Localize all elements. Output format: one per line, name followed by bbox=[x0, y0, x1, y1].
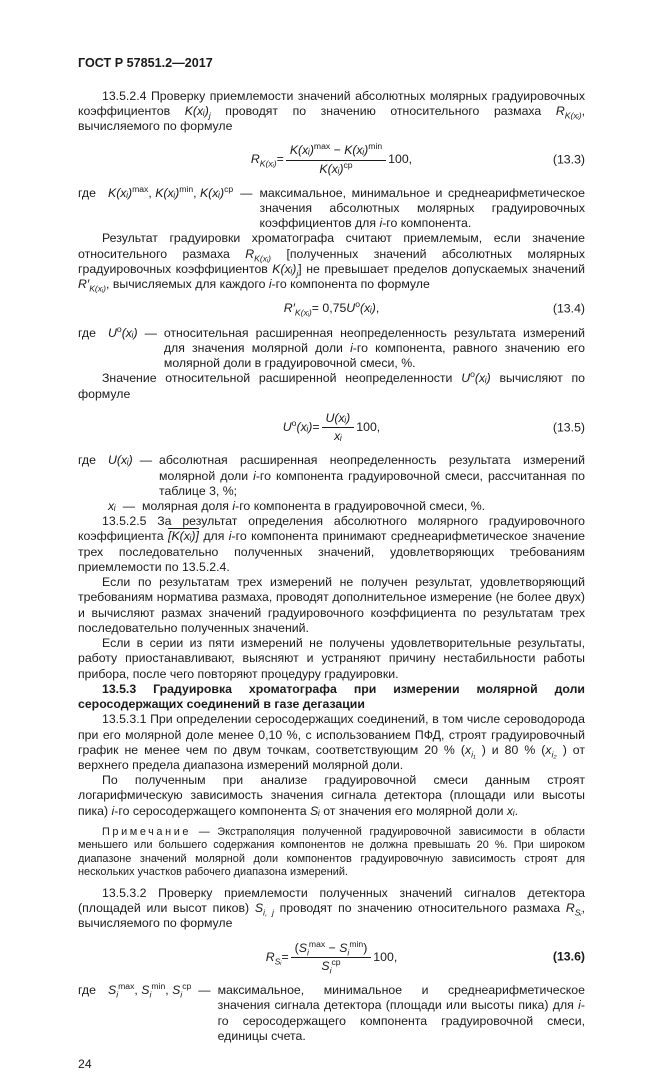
math-expression: Sᵢ bbox=[310, 803, 320, 818]
math-expression: [K(xᵢ)] bbox=[168, 529, 199, 544]
where-dash: — bbox=[144, 325, 157, 340]
where-item bbox=[78, 983, 585, 1044]
math-expression: $U^о$ bbox=[461, 369, 475, 386]
math-expression: $R'_{K(xᵢ)}$ bbox=[78, 277, 107, 294]
math-expression: $S_i^{min}$ bbox=[339, 938, 364, 958]
math-expression: $R_{K(xᵢ)}$ bbox=[250, 152, 277, 169]
where-term bbox=[108, 323, 138, 341]
formula-number: (13.6) bbox=[552, 949, 585, 964]
formula-13-4 bbox=[78, 301, 585, 316]
math-expression: (xᵢ) bbox=[474, 371, 491, 386]
math-expression: K(xᵢ)$^{ср}$ bbox=[319, 159, 353, 176]
heading-13-5-3: 13.5.3 Градуировка хроматографа при измерении молярной доли серосодержащих соединений в газе дегазации bbox=[78, 681, 585, 712]
where-item bbox=[78, 499, 585, 514]
where-term bbox=[108, 453, 133, 468]
formula-number: (13.4) bbox=[552, 301, 585, 316]
formula-number: (13.5) bbox=[552, 419, 585, 434]
math-expression: i bbox=[578, 998, 581, 1013]
where-lead: где bbox=[78, 983, 96, 998]
math-expression: i bbox=[379, 216, 383, 231]
math-expression: K(xᵢ)$^{max}$ bbox=[108, 183, 149, 200]
where-13-6 bbox=[78, 983, 585, 1044]
math-expression: $K(xᵢ)_j$ bbox=[272, 261, 299, 279]
math-expression: $x_{i_1}$ bbox=[464, 742, 476, 760]
math-expression: xᵢ bbox=[334, 429, 342, 444]
where-lead: где bbox=[78, 185, 96, 200]
where-term: K(xᵢ)$^{max}$, K(xᵢ)$^{min}$, K(xᵢ)$^{ср}$ bbox=[108, 183, 234, 200]
formula-13-5 bbox=[78, 411, 585, 444]
paragraph-13-5-2-4: 13.5.2.4 Проверку приемлемости значений абсолютных молярных градуировочных коэффициентов $K(xᵢ)_j$ проводят по значению относительного размаха $R_{K(xᵢ)}$, вычисляемого по формуле bbox=[78, 88, 586, 134]
where-13-5 bbox=[78, 453, 585, 514]
where-definition: максимальное, минимальное и среднеарифметическое значения сигнала детектора (площади или высоты пика) для i-го серосодержащего компонента градуировочной смеси, единицы счета. bbox=[217, 983, 585, 1043]
math-expression: $U^о$ bbox=[282, 417, 297, 434]
math-expression: $U^о$ bbox=[108, 323, 122, 340]
paragraph-13-5-2-5: 13.5.2.5 За результат определения абсолютного молярного градуировочного коэффициента [K(xᵢ)] для i-го компонента принимают среднеарифметическое значение трех последовательно полученных значений, удовлетворяющих требованиям приемлемости по 13.5.2.4. bbox=[78, 514, 586, 574]
math-expression: $S_i^{max}$ bbox=[108, 981, 135, 1000]
where-term: $S_i^{max}$, $S_i^{min}$, $S_i^{ср}$ bbox=[108, 981, 192, 1000]
paragraph-three-measurements: Если по результатам трех измерений не получен результат, удовлетворяющий требованиям норматива размаха, проводят дополнительное измерение (не более двух) и вычисляют размах значений градуировочного коэффициента по результатам трех последовательно полученных значений. bbox=[78, 575, 585, 635]
math-expression: $S_i^{max}$ bbox=[298, 938, 326, 958]
where-definition: максимальное, минимальное и среднеарифметическое значения абсолютных молярных градуировочных коэффициентов для i-го компонента. bbox=[259, 185, 585, 231]
where-item bbox=[78, 323, 585, 372]
math-expression: U(xᵢ) bbox=[108, 453, 133, 468]
formula-body: $R'_{K(xᵢ)}$ = 0,75 $U^о$ (xᵢ) , bbox=[283, 299, 380, 318]
math-expression: K(xᵢ)$^{ср}$ bbox=[199, 183, 234, 200]
document-header: ГОСТ Р 57851.2—2017 bbox=[78, 56, 213, 70]
paragraph-13-5-3-1: 13.5.3.1 При определении серосодержащих соединений, в том числе сероводорода при его молярной доле менее 0,10 %, с использованием ПФД, строят градуировочный график не менее чем по двум точкам, соответствующим 20 % ($x_{i_1}$ ) и 80 % ($x_{i_2}$ ) от верхнего предела диапазона измерений молярной доли. bbox=[78, 712, 585, 772]
math-expression: K(xᵢ)$^{min}$ bbox=[344, 141, 383, 158]
where-definition: молярная доля i-го компонента в градуировочной смеси, %. bbox=[141, 499, 486, 513]
formula-13-3 bbox=[78, 143, 585, 176]
fraction-numerator bbox=[322, 411, 355, 428]
math-expression: i bbox=[253, 468, 256, 483]
where-lead: где bbox=[78, 325, 96, 340]
where-item bbox=[78, 453, 585, 499]
document-body bbox=[78, 89, 585, 1044]
math-expression: $R_{Sᵢ}$ bbox=[565, 901, 582, 918]
formula-body: $R_{K(xᵢ)}$ = $\frac{K(xᵢ)^{max} - K(xᵢ)^{min}}{K(xᵢ)^{ср}}$ 100, bbox=[250, 141, 413, 176]
where-dash: — bbox=[240, 185, 253, 200]
fraction bbox=[286, 143, 386, 176]
math-expression: $R'_{K(xᵢ)}$ bbox=[283, 301, 312, 318]
paragraph-five-measurements: Если в серии из пяти измерений не получены удовлетворительные результаты, работу приостанавливают, выясняют и устраняют причину нестабильности работы прибора, после чего повторяют процедуру градуировки. bbox=[78, 636, 585, 681]
math-expression: K(xᵢ)$^{max}$ bbox=[289, 141, 331, 158]
where-dash: — bbox=[198, 983, 211, 998]
paragraph-log-dependence: По полученным при анализе градуировочной смеси данным строят логарифмическую зависимость значения сигнала детектора (площади или высоты пика) i-го серосодержащего компонента Sᵢ от значения его молярной доли xᵢ. bbox=[78, 773, 585, 818]
math-expression: $S_i^{ср}$ bbox=[321, 956, 341, 976]
note-extrapolation: Примечание — Экстраполяция полученной градуировочной зависимости в области меньшего или большего содержания компонентов не должна превышать 20 %. При широком диапазоне значений молярной доли компонентов градуировочную зависимость строят для нескольких участков рабочего диапазона измерений. bbox=[78, 825, 585, 879]
where-dash: — bbox=[122, 499, 135, 513]
math-expression: i bbox=[268, 277, 272, 292]
note-lead: Примечание bbox=[102, 825, 192, 838]
math-expression: $x_{i_2}$ bbox=[545, 742, 557, 760]
math-expression: i bbox=[228, 529, 232, 544]
where-13-3 bbox=[78, 183, 585, 232]
math-expression: (xᵢ) bbox=[296, 419, 313, 434]
math-expression: $S_i^{min}$ bbox=[141, 981, 166, 1000]
fraction bbox=[291, 938, 372, 976]
fraction-denominator bbox=[321, 958, 340, 974]
fraction-denominator bbox=[334, 428, 342, 444]
math-expression: $U^о$ bbox=[346, 299, 360, 316]
math-expression: $S_{i, j}$ bbox=[254, 901, 274, 918]
math-expression: $R_{K(xᵢ)}$ bbox=[555, 103, 582, 121]
paragraph-13-5-3-2: 13.5.3.2 Проверку приемлемости полученных значений сигналов детектора (площадей или высот пиков) $S_{i, j}$ проводят по значению относительного размаха $R_{Sᵢ}$, вычисляемого по формуле bbox=[78, 885, 585, 931]
where-dash: — bbox=[139, 453, 153, 468]
math-expression: i bbox=[232, 499, 236, 513]
where-lead: где bbox=[78, 453, 96, 468]
math-expression: $R_{K(xᵢ)}$ bbox=[245, 246, 272, 264]
formula-number: (13.3) bbox=[552, 152, 585, 167]
where-term bbox=[108, 499, 116, 514]
math-expression: $S_i^{ср}$ bbox=[172, 981, 192, 1000]
math-expression: i bbox=[350, 340, 353, 355]
fraction-denominator bbox=[319, 161, 352, 177]
where-item bbox=[78, 183, 585, 232]
fraction-numerator: $(S_i^{max} - S_i^{min})$ bbox=[291, 941, 372, 958]
math-expression: xᵢ bbox=[108, 499, 116, 513]
math-expression: K(xᵢ)$^{min}$ bbox=[155, 183, 194, 200]
paragraph-result: Результат градуировки хроматографа считают приемлемым, если значение относительного размаха $R_{K(xᵢ)}$ [полученных значений абсолютных молярных градуировочных коэффициентов $K(xᵢ)_j$] не превышает пределов допускаемых значений $R'_{K(xᵢ)}$, вычисляемых для каждого i-го компонента по формуле bbox=[78, 231, 585, 294]
math-expression: xᵢ bbox=[506, 803, 515, 818]
math-expression: i bbox=[111, 803, 115, 818]
formula-13-6 bbox=[78, 938, 585, 976]
where-definition: относительная расширенная неопределенность результата измерений для значения молярной доли i-го компонента, равного значению его молярной доли в градуировочной смеси, %. bbox=[163, 325, 585, 371]
math-expression: U(xᵢ) bbox=[325, 410, 351, 425]
math-expression: $R_{Sᵢ}$ bbox=[265, 949, 282, 967]
paragraph-uncertainty: Значение относительной расширенной неопределенности $U^о(xᵢ)$ вычисляют по формуле bbox=[78, 369, 586, 401]
math-expression: $K(xᵢ)_j$ bbox=[184, 103, 211, 121]
formula-body: $R_{Sᵢ}$ = $\frac{(S_i^{max} - S_i^{min})}{S_i^{ср}}$ 100, bbox=[265, 938, 398, 976]
where-definition: абсолютная расширенная неопределенность результата измерений молярной доли i-го компонента градуировочной смеси, рассчитанная по таблице 3, %; bbox=[159, 453, 585, 498]
fraction bbox=[322, 411, 355, 444]
fraction-numerator: K(xᵢ)$^{max}$ − K(xᵢ)$^{min}$ bbox=[286, 143, 386, 160]
math-expression: (xᵢ) bbox=[359, 301, 376, 316]
math-expression: (xᵢ) bbox=[121, 325, 138, 340]
page-number: 24 bbox=[78, 1057, 92, 1072]
where-13-4 bbox=[78, 323, 585, 372]
formula-body: $U^о$ (xᵢ) = $\frac{\text{U(xᵢ)}}{\text{xᵢ}}$ 100, bbox=[282, 410, 381, 444]
